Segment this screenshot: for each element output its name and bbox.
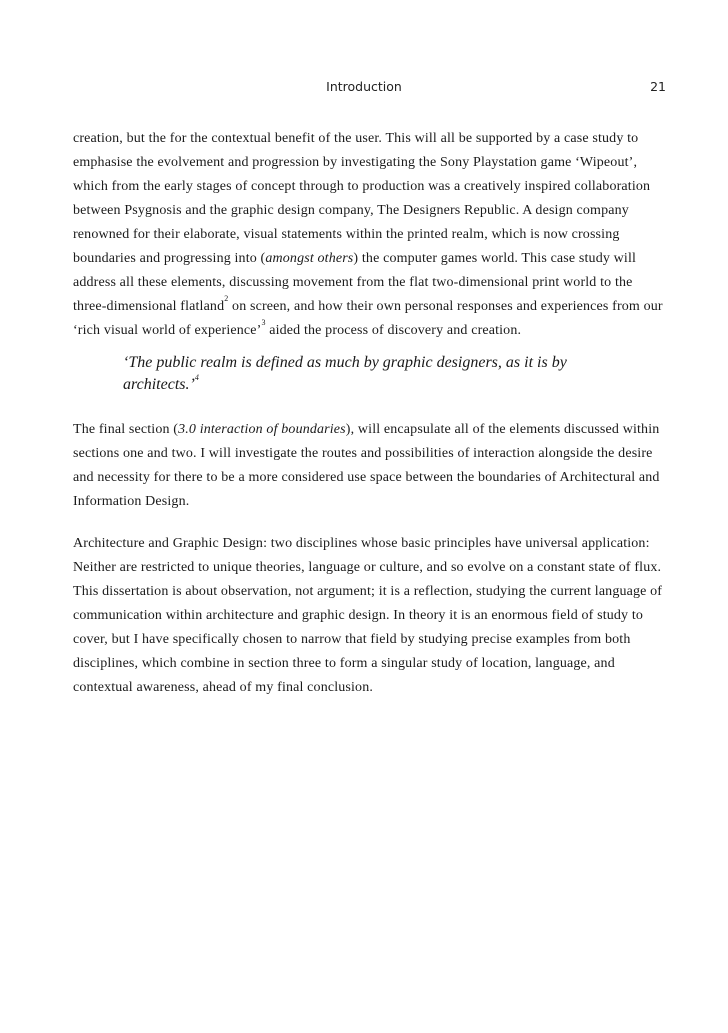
italic-phrase: 3.0 interaction of boundaries [178,422,346,437]
paragraph-text: ) the computer games world. This case study will address all these elements, discussing movement from the flat two-dimensional print world to the three-dimensional flatland [73,251,637,314]
paragraph-text: ), will encapsulate all of the elements discussed within sections one and two. I will investigate the routes and possibilities of interaction alongside the desire and necessity for there to be a more considered use space between the boundaries of Architectural and Information Design. [73,422,660,509]
paragraph-final-section [73,418,663,514]
paragraph-architecture-graphic-design: Architecture and Graphic Design: two disciplines whose basic principles have universal application: Neither are restricted to unique theories, language or culture, and so evolve on a constant state of flux. This dissertation is about observation, not argument; it is a reflection, studying the current language of communication within architecture and graphic design. In theory it is an enormous field of study to cover, but I have specifically chosen to narrow that field by studying precise examples from both disciplines, which combine in section three to form a singular study of location, language, and contextual awareness, ahead of my final conclusion. [73,536,663,695]
chapter-title: Introduction [326,79,402,94]
block-quote [123,352,603,396]
italic-phrase: amongst others [265,251,354,266]
paragraph-wipeout-case-study [73,127,663,343]
page-number: 21 [650,79,666,94]
paragraph-text: on screen, and how their own personal responses and experiences from our ‘rich visual world of experience’ [73,299,663,338]
footnote-marker: 2 [224,294,229,303]
footnote-marker: 4 [194,373,199,382]
footnote-marker: 3 [261,318,266,327]
paragraph-text: The final section ( [73,422,179,437]
quote-text: ‘The public realm is defined as much by graphic designers, as it is by architects.’ [123,354,567,393]
paragraph-text: aided the process of discovery and creation. [265,323,522,338]
paragraph-text: creation, but the for the contextual benefit of the user. This will all be supported by a case study to emphasise the evolvement and progression by investigating the Sony Playstation game ‘Wipeout’, which from the early stages of concept through to production was a creatively inspired collaboration between Psygnosis and the graphic design company, The Designers Republic. A design company renowned for their elaborate, visual statements within the printed realm, which is now crossing boundaries and progressing into ( [73,131,651,266]
